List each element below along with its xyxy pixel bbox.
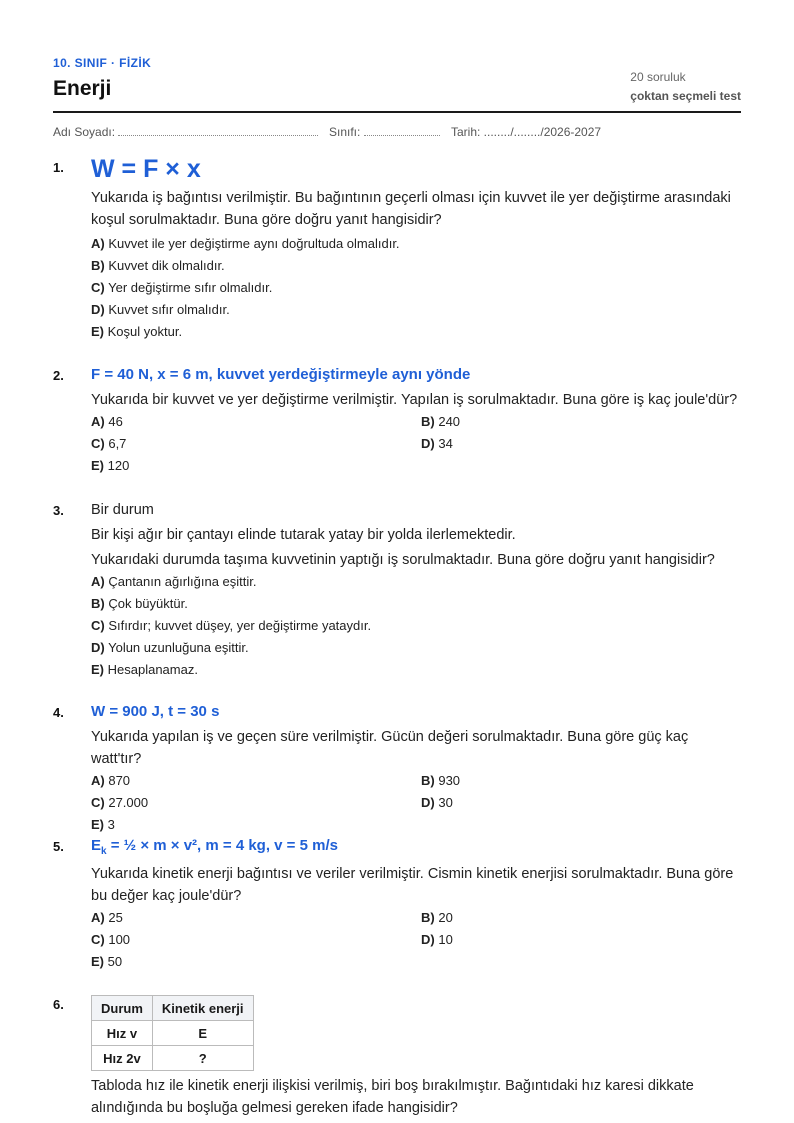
option-a[interactable]: A) 46 — [91, 414, 123, 429]
option-d[interactable]: D) Yolun uzunluğuna eşittir. — [91, 640, 249, 655]
table-header: Kinetik enerji — [152, 996, 253, 1021]
page-title: Enerji — [53, 77, 112, 100]
options-grid — [91, 411, 741, 477]
situation-title: Bir durum — [91, 502, 154, 518]
option-e[interactable]: E) Koşul yoktur. — [91, 324, 183, 339]
option-b[interactable]: B) Çok büyüktür. — [91, 596, 188, 611]
name-label: Adı Soyadı: — [53, 125, 116, 139]
question-body — [91, 366, 741, 477]
table-header: Durum — [92, 996, 153, 1021]
option-c[interactable]: C) 100 — [91, 932, 131, 947]
given-formula: W = F × x — [91, 155, 201, 183]
question-stem: Tabloda hız ile kinetik enerji ilişkisi verilmiş, biri boş bırakılmıştır. Bağıntıdaki hız karesi dikkate alındığında bu boşluğa gelmesi gereken ifade hangisidir? — [91, 1078, 694, 1116]
question-body — [91, 499, 741, 681]
question-count: 20 soruluk — [630, 70, 686, 84]
table-row — [92, 1046, 254, 1071]
option-d[interactable]: D) 34 — [421, 436, 453, 451]
situation-text: Bir kişi ağır bir çantayı elinde tutarak yatay bir yolda ilerlemektedir. — [91, 527, 516, 543]
question-number: 6. — [53, 997, 64, 1012]
question-body — [91, 155, 741, 343]
option-a[interactable]: A) 870 — [91, 773, 131, 788]
date-field[interactable]: Tarih: ......../......../2026-2027 — [451, 125, 602, 139]
question-stem: Yukarıda kinetik enerji bağıntısı ve veriler verilmiştir. Cismin kinetik enerjisi sorulmaktadır. Buna göre bu değer kaç joule'dür? — [91, 866, 734, 904]
question-stem: Yukarıdaki durumda taşıma kuvvetinin yaptığı iş sorulmaktadır. Buna göre doğru yanıt hangisidir? — [91, 552, 715, 568]
given-data: F = 40 N, x = 6 m, kuvvet yerdeğiştirmeyle aynı yönde — [91, 366, 471, 383]
given-data: W = 900 J, t = 30 s — [91, 703, 220, 720]
question-number: 5. — [53, 839, 64, 854]
options-list — [91, 233, 741, 343]
name-blank[interactable] — [118, 125, 318, 136]
energy-table — [91, 995, 254, 1071]
worksheet-page — [53, 0, 741, 1116]
question-body — [91, 703, 741, 836]
option-e[interactable]: E) Hesaplanamaz. — [91, 662, 198, 677]
option-b[interactable]: B) 240 — [421, 414, 461, 429]
class-field[interactable] — [329, 125, 440, 139]
table-cell: Hız v — [92, 1021, 153, 1046]
option-d[interactable]: D) 10 — [421, 932, 453, 947]
option-a[interactable]: A) Çantanın ağırlığına eşittir. — [91, 574, 257, 589]
options-grid — [91, 770, 741, 836]
options-list — [91, 571, 741, 681]
option-e[interactable]: E) 120 — [91, 458, 130, 473]
option-a[interactable]: A) Kuvvet ile yer değiştirme aynı doğrultuda olmalıdır. — [91, 236, 400, 251]
option-d[interactable]: D) Kuvvet sıfır olmalıdır. — [91, 302, 230, 317]
option-e[interactable]: E) 50 — [91, 954, 123, 969]
option-c[interactable]: C) 6,7 — [91, 436, 127, 451]
table-cell: E — [152, 1021, 253, 1046]
question-body — [91, 995, 741, 1119]
question-number: 4. — [53, 705, 64, 720]
class-subject-label: 10. SINIF · FİZİK — [53, 56, 152, 70]
option-e[interactable]: E) 3 — [91, 817, 115, 832]
option-c[interactable]: C) Sıfırdır; kuvvet düşey, yer değiştirme yataydır. — [91, 618, 372, 633]
test-meta — [630, 70, 741, 103]
class-blank[interactable] — [364, 125, 440, 136]
name-field[interactable] — [53, 125, 318, 139]
question-number: 1. — [53, 160, 64, 175]
option-b[interactable]: B) Kuvvet dik olmalıdır. — [91, 258, 225, 273]
option-d[interactable]: D) 30 — [421, 795, 453, 810]
student-info-row — [53, 113, 741, 151]
question-number: 3. — [53, 503, 64, 518]
class-label: Sınıfı: — [329, 125, 361, 139]
table-cell: ? — [152, 1046, 253, 1071]
table-row — [92, 1021, 254, 1046]
option-c[interactable]: C) 27.000 — [91, 795, 149, 810]
option-c[interactable]: C) Yer değiştirme sıfır olmalıdır. — [91, 280, 273, 295]
worksheet-header — [53, 0, 741, 113]
option-b[interactable]: B) 930 — [421, 773, 461, 788]
table-header-row — [92, 996, 254, 1021]
option-b[interactable]: B) 20 — [421, 910, 453, 925]
test-type: çoktan seçmeli test — [630, 89, 741, 103]
options-grid — [91, 907, 741, 973]
given-formula: $E_k$ = ½ × m × v², m = 4 kg, v = 5 m/s — [91, 837, 338, 857]
option-a[interactable]: A) 25 — [91, 910, 123, 925]
question-number: 2. — [53, 368, 64, 383]
table-cell: Hız 2v — [92, 1046, 153, 1071]
question-stem: Yukarıda iş bağıntısı verilmiştir. Bu bağıntının geçerli olması için kuvvet ile yer değiştirme arasındaki koşul sorulmaktadır. Buna göre doğru yanıt hangisidir? — [91, 190, 731, 228]
question-stem: Yukarıda yapılan iş ve geçen süre verilmiştir. Gücün değeri sorulmaktadır. Buna göre güç kaç watt'tır? — [91, 729, 689, 767]
question-stem: Yukarıda bir kuvvet ve yer değiştirme verilmiştir. Yapılan iş sorulmaktadır. Buna göre iş kaç joule'dür? — [91, 392, 738, 408]
question-body — [91, 837, 741, 973]
